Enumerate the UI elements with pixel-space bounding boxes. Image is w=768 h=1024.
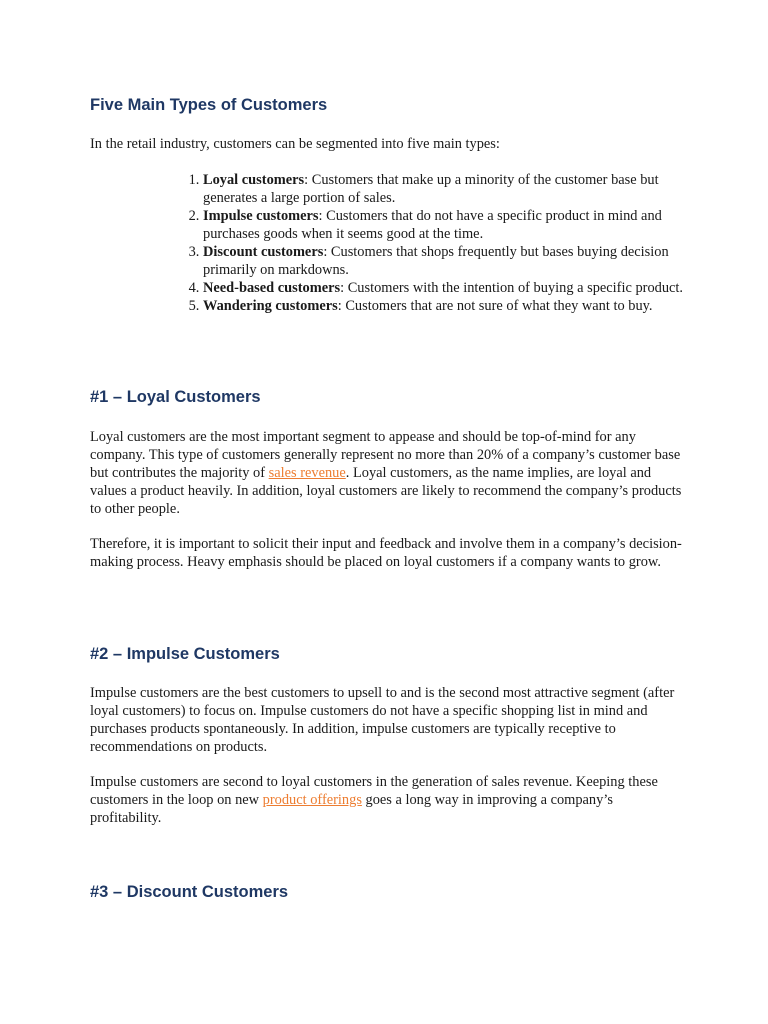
list-item: [203, 279, 713, 297]
loyal-paragraph-1-end: . Loyal customers, as the name implies, are loyal and values a product heavily. In addition, loyal customers are likely to recommend the company’s products to other people.: [90, 465, 682, 517]
list-item-term: Loyal customers: [203, 172, 305, 188]
section-heading-loyal: #1 – Loyal Customers: [90, 388, 261, 406]
list-item-desc: : Customers that shops frequently but bases buying decision primarily on markdowns.: [203, 244, 669, 278]
list-item-desc: : Customers that are not sure of what they want to buy.: [337, 298, 653, 314]
loyal-paragraph-1: [90, 428, 682, 518]
loyal-paragraph-1-start: Loyal customers are the most important segment to appease and should be top-of-mind for any company. This type of customers generally represent no more than 20% of a company’s customer base but contributes the majority of: [90, 429, 681, 481]
impulse-paragraph-2-start: Impulse customers are second to loyal customers in the generation of sales revenue. Keeping these customers in the loop on new: [90, 774, 658, 808]
page-title: Five Main Types of Customers: [90, 96, 328, 114]
customer-types-list: [175, 171, 713, 315]
section-heading-discount: #3 – Discount Customers: [90, 883, 289, 901]
impulse-paragraph-1: Impulse customers are the best customers to upsell to and is the second most attractive segment (after loyal customers) to focus on. Impulse customers do not have a specific shopping list in mind and purchases products spontaneously. In addition, impulse customers are typically receptive to recommendations on products.: [90, 685, 675, 755]
list-item: [203, 207, 713, 243]
list-item: [203, 243, 713, 279]
list-item-term: Discount customers: [203, 244, 324, 260]
list-item-desc: : Customers that do not have a specific product in mind and purchases goods when it seems good at the time.: [203, 208, 662, 242]
list-item: [203, 171, 713, 207]
intro-paragraph: In the retail industry, customers can be segmented into five main types:: [90, 136, 500, 152]
impulse-paragraph-2-end: goes a long way in improving a company’s profitability.: [90, 792, 613, 826]
section-heading-impulse: #2 – Impulse Customers: [90, 645, 280, 663]
loyal-paragraph-2: Therefore, it is important to solicit their input and feedback and involve them in a company’s decision-making process. Heavy emphasis should be placed on loyal customers if a company wants to grow.: [90, 536, 682, 570]
list-item-desc: : Customers with the intention of buying a specific product.: [340, 280, 684, 296]
impulse-paragraph-2: [90, 773, 682, 827]
list-item-term: Need-based customers: [203, 280, 341, 296]
list-item: [203, 297, 713, 315]
sales-revenue-link[interactable]: sales revenue: [268, 465, 346, 481]
list-item-term: Impulse customers: [203, 208, 319, 224]
list-item-desc: : Customers that make up a minority of the customer base but generates a large portion of sales.: [203, 172, 659, 206]
product-offerings-link[interactable]: product offerings: [262, 792, 362, 808]
list-item-term: Wandering customers: [203, 298, 338, 314]
